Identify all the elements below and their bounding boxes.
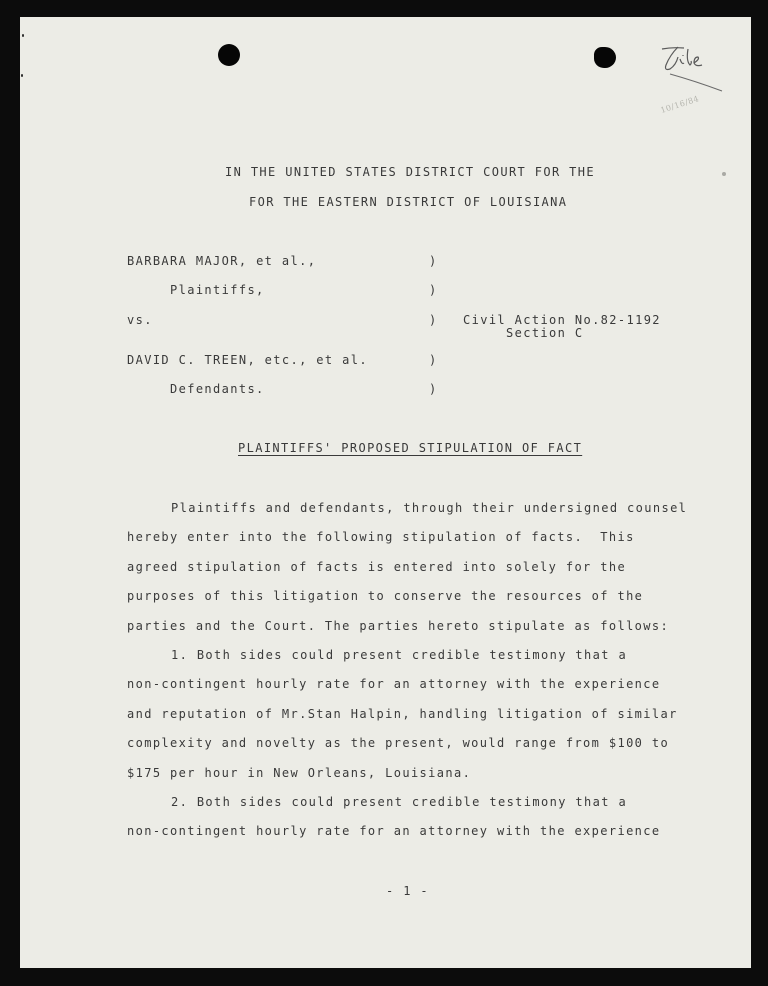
stipulation-1-line-5: $175 per hour in New Orleans, Louisiana. bbox=[127, 766, 472, 780]
body-line-1: Plaintiffs and defendants, through their undersigned counsel bbox=[171, 501, 688, 515]
handwritten-file-annotation-icon bbox=[650, 29, 730, 99]
versus-label: vs. bbox=[127, 313, 153, 327]
body-line-4: purposes of this litigation to conserve the resources of the bbox=[127, 589, 644, 603]
court-header-line-2: FOR THE EASTERN DISTRICT OF LOUISIANA bbox=[249, 195, 568, 209]
smudge-mark bbox=[722, 172, 726, 176]
case-section: Section C bbox=[506, 326, 584, 340]
plaintiff-role: Plaintiffs, bbox=[170, 283, 265, 297]
stipulation-1-line-3: and reputation of Mr.Stan Halpin, handling litigation of similar bbox=[127, 707, 678, 721]
court-header-line-1: IN THE UNITED STATES DISTRICT COURT FOR THE bbox=[225, 165, 595, 179]
staple-mark-top bbox=[22, 34, 24, 37]
defendant-name: DAVID C. TREEN, etc., et al. bbox=[127, 353, 368, 367]
page-number: - 1 - bbox=[386, 884, 430, 898]
body-line-2: hereby enter into the following stipulation of facts. This bbox=[127, 530, 635, 544]
stipulation-1-line-4: complexity and novelty as the present, would range from $100 to bbox=[127, 736, 670, 750]
punch-hole-left bbox=[218, 44, 240, 66]
defendant-role: Defendants. bbox=[170, 382, 265, 396]
body-line-5: parties and the Court. The parties hereto stipulate as follows: bbox=[127, 619, 670, 633]
stipulation-1-line-1: 1. Both sides could present credible testimony that a bbox=[171, 648, 628, 662]
stipulation-1-line-2: non-contingent hourly rate for an attorney with the experience bbox=[127, 677, 661, 691]
punch-hole-right bbox=[594, 47, 616, 68]
caption-bracket: ) bbox=[429, 254, 438, 268]
stipulation-2-line-2: non-contingent hourly rate for an attorney with the experience bbox=[127, 824, 661, 838]
stipulation-2-line-1: 2. Both sides could present credible testimony that a bbox=[171, 795, 628, 809]
caption-bracket: ) bbox=[429, 382, 438, 396]
caption-bracket: ) bbox=[429, 313, 438, 327]
caption-bracket: ) bbox=[429, 353, 438, 367]
case-number: Civil Action No.82-1192 bbox=[463, 313, 661, 327]
document-page bbox=[20, 17, 751, 968]
body-line-3: agreed stipulation of facts is entered into solely for the bbox=[127, 560, 627, 574]
staple-mark-bottom bbox=[21, 74, 23, 77]
document-title: PLAINTIFFS' PROPOSED STIPULATION OF FACT bbox=[238, 441, 583, 455]
date-stamp: 10/16/84 bbox=[659, 94, 701, 115]
plaintiff-name: BARBARA MAJOR, et al., bbox=[127, 254, 317, 268]
caption-bracket: ) bbox=[429, 283, 438, 297]
